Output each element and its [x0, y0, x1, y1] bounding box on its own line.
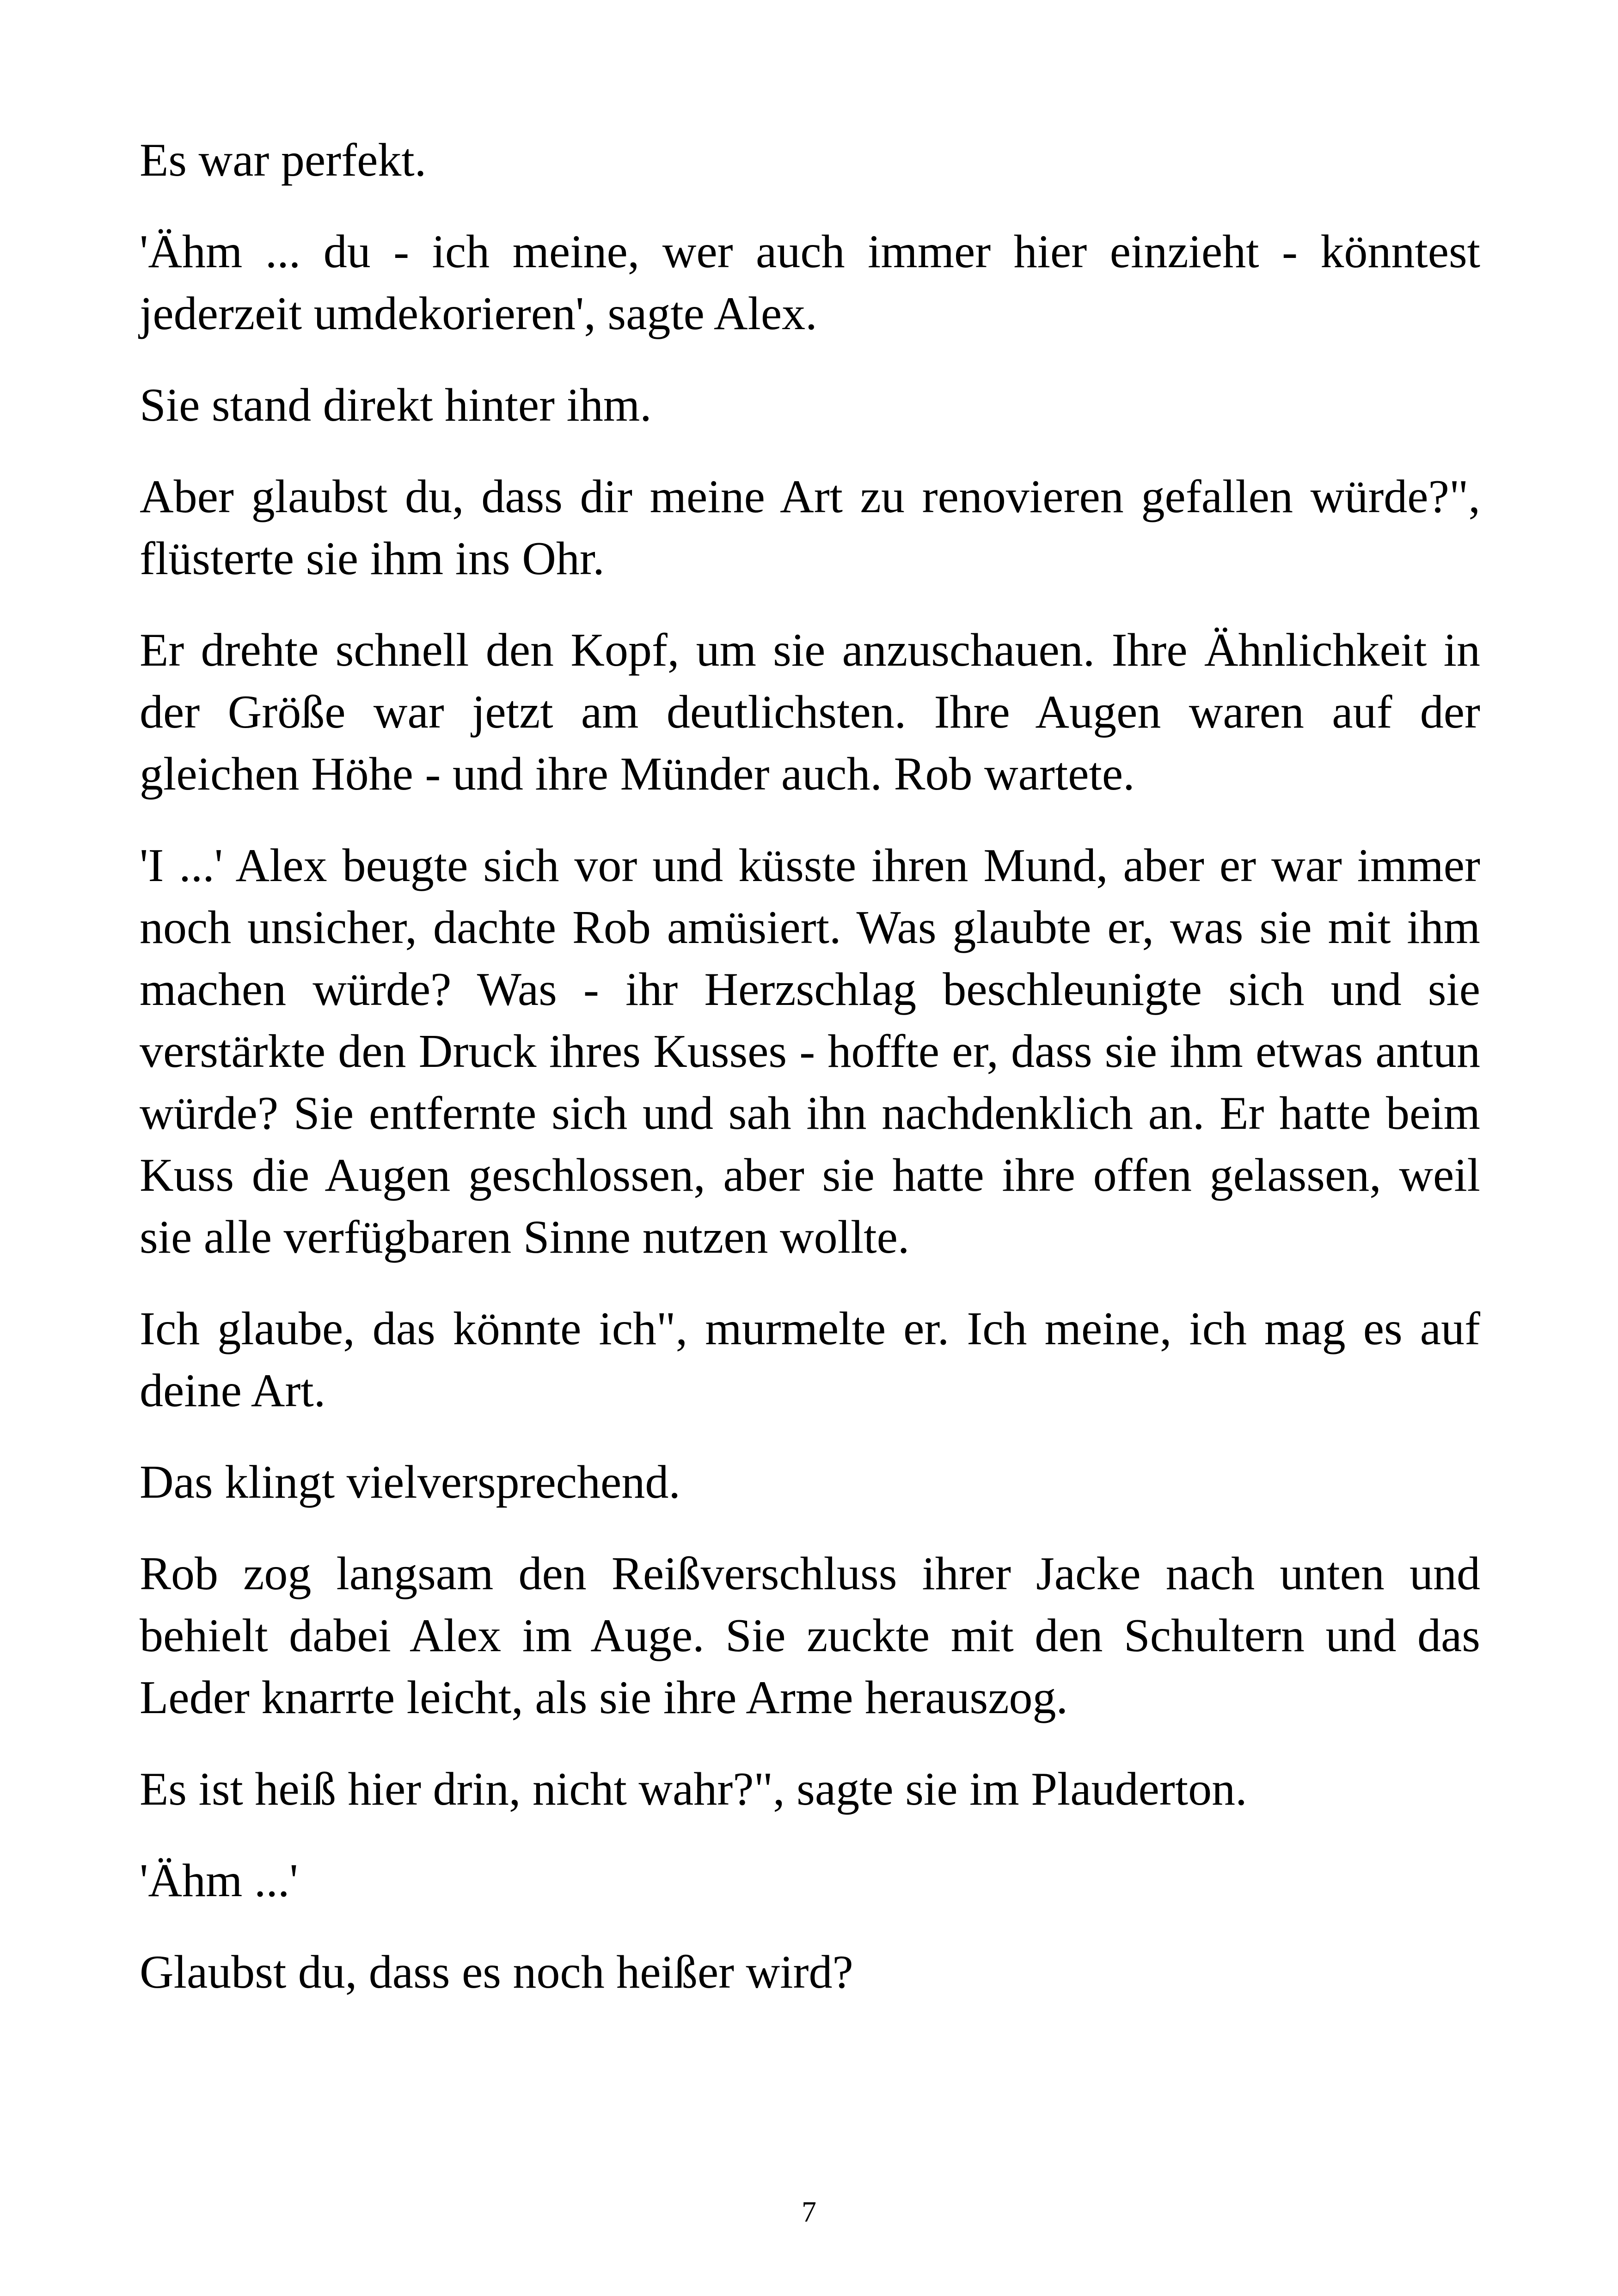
paragraph-6: 'I ...' Alex beugte sich vor und küsste ihren Mund, aber er war immer noch unsicher, dachte Rob amüsiert. Was glaubte er, was sie mit ihm machen würde? Was - ihr Herzschlag beschleunigte sich und sie verstärkte den Druck ihres Kusses - hoffte er, dass sie ihm etwas antun würde? Sie entfernte sich und sah ihn nachdenklich an. Er hatte beim Kuss die Augen geschlossen, aber sie hatte ihre offen gelassen, weil sie alle verfügbaren Sinne nutzen wollte. — [140, 839, 1480, 1263]
page-number: 7 — [802, 2195, 816, 2228]
paragraph-12: Glaubst du, dass es noch heißer wird? — [140, 1946, 853, 1998]
paragraph-8: Das klingt vielversprechend. — [140, 1456, 680, 1508]
paragraph-2: 'Ähm ... du - ich meine, wer auch immer hier einzieht - könntest jederzeit umdekorieren', sagte Alex. — [140, 226, 1480, 340]
paragraph-10: Es ist heiß hier drin, nicht wahr?", sagte sie im Plauderton. — [140, 1763, 1247, 1815]
body-text — [140, 129, 1480, 2033]
paragraph-1: Es war perfekt. — [140, 134, 427, 186]
paragraph-3: Sie stand direkt hinter ihm. — [140, 379, 652, 431]
paragraph-11: 'Ähm ...' — [140, 1855, 298, 1907]
paragraph-4: Aber glaubst du, dass dir meine Art zu renovieren gefallen würde?", flüsterte sie ihm ins Ohr. — [140, 471, 1480, 585]
paragraph-9: Rob zog langsam den Reißverschluss ihrer Jacke nach unten und behielt dabei Alex im Auge. Sie zuckte mit den Schultern und das Leder knarrte leicht, als sie ihre Arme herauszog. — [140, 1548, 1480, 1724]
paragraph-7: Ich glaube, das könnte ich", murmelte er. Ich meine, ich mag es auf deine Art. — [140, 1303, 1480, 1417]
paragraph-5: Er drehte schnell den Kopf, um sie anzuschauen. Ihre Ähnlichkeit in der Größe war jetzt am deutlichsten. Ihre Augen waren auf der gleichen Höhe - und ihre Münder auch. Rob wartete. — [140, 624, 1480, 800]
